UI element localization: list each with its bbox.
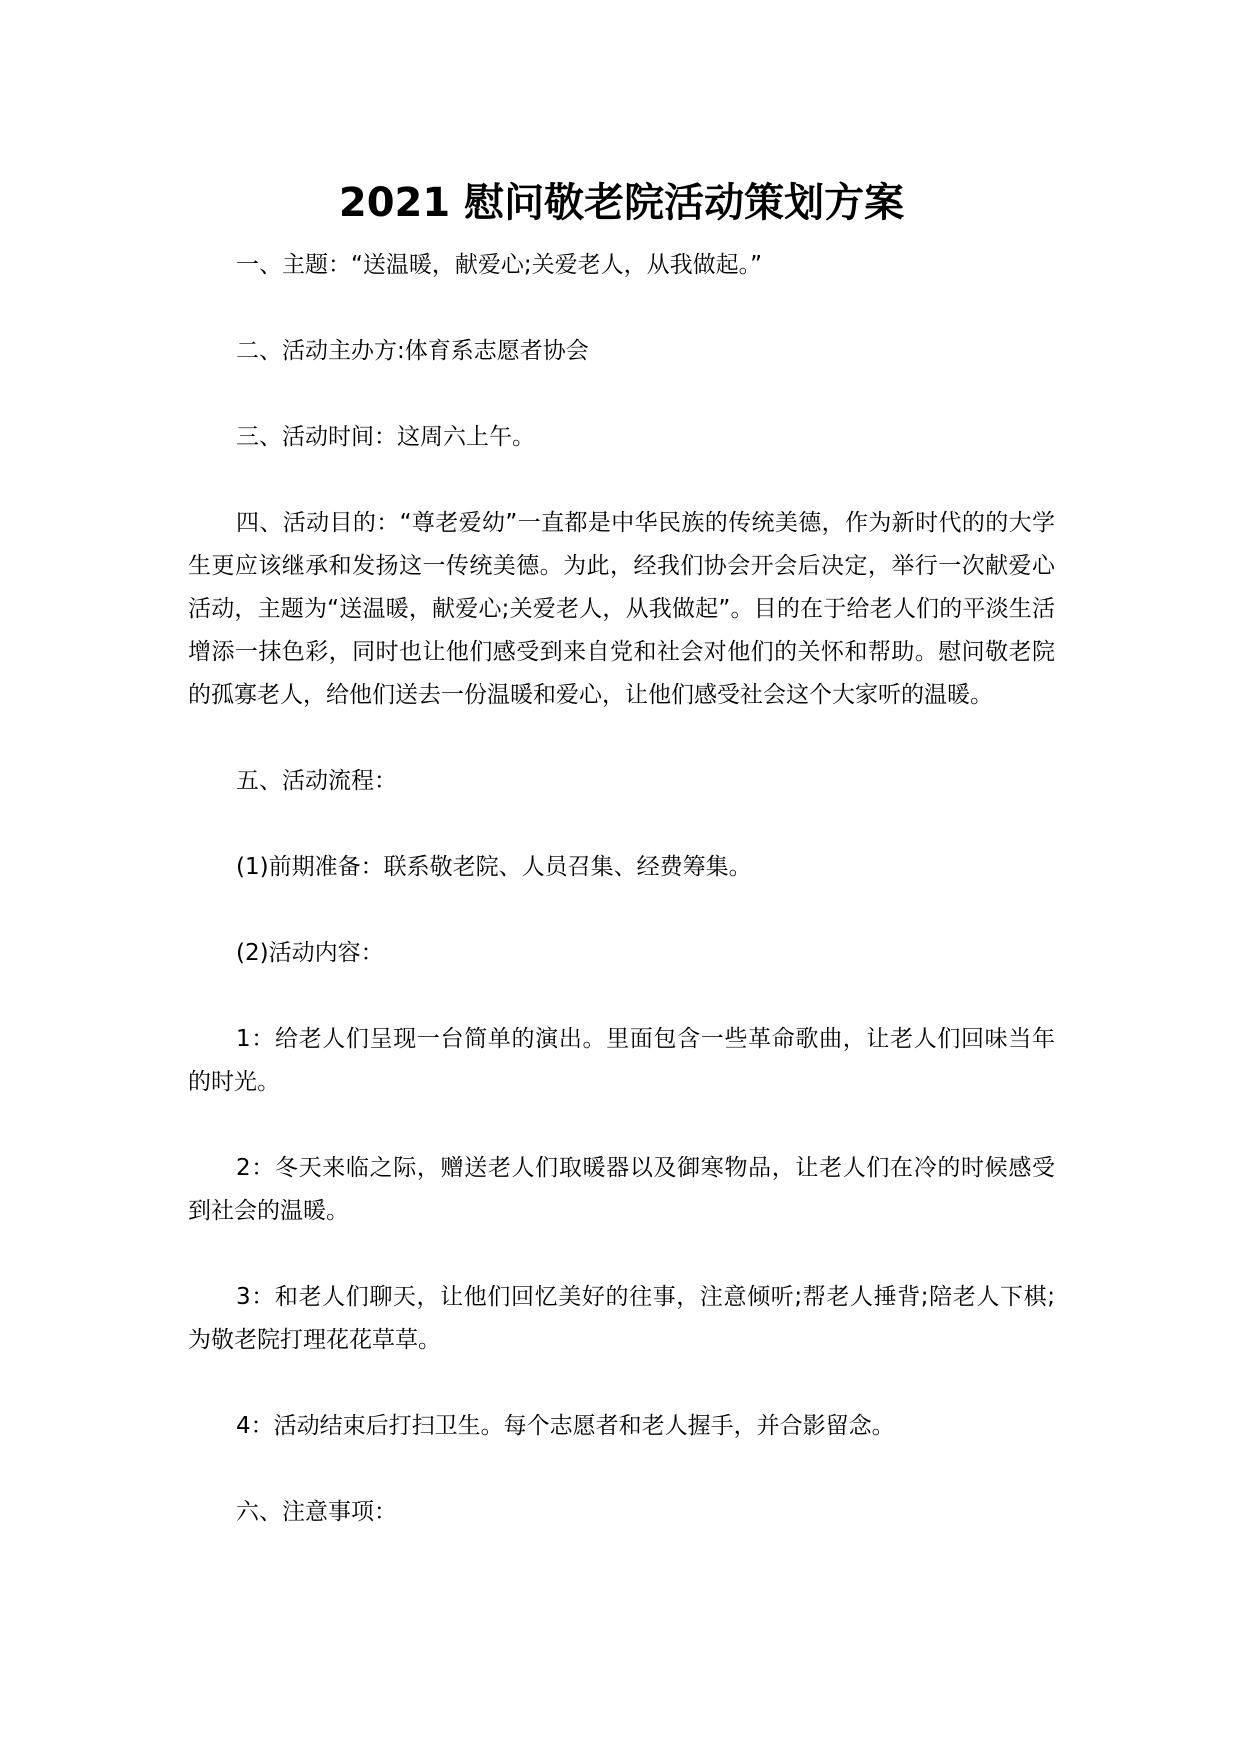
section-process: 五、活动流程： — [236, 768, 397, 794]
process-preparation: (1)前期准备：联系敬老院、人员召集、经费筹集。 — [236, 854, 752, 880]
document-title: 2021 慰问敬老院活动策划方案 — [338, 180, 905, 226]
content-item-3: 3：和老人们聊天，让他们回忆美好的往事，注意倾听;帮老人捶背;陪老人下棋;为敬老院打理花花草草。 — [188, 1284, 1055, 1353]
section-organizer: 二、活动主办方:体育系志愿者协会 — [236, 338, 589, 364]
content-item-4: 4：活动结束后打扫卫生。每个志愿者和老人握手，并合影留念。 — [236, 1413, 895, 1439]
section-purpose: 四、活动目的：“尊老爱幼”一直都是中华民族的传统美德，作为新时代的的大学生更应该继承和发扬这一传统美德。为此，经我们协会开会后决定，举行一次献爱心活动，主题为“送温暖，献爱心;关爱老人，从我做起”。目的在于给老人们的平淡生活增添一抹色彩，同时也让他们感受到来自党和社会对他们的关怀和帮助。慰问敬老院的孤寡老人，给他们送去一份温暖和爱心，让他们感受社会这个大家听的温暖。 — [188, 510, 1055, 708]
process-content: (2)活动内容： — [236, 940, 384, 966]
content-item-2: 2：冬天来临之际，赠送老人们取暖器以及御寒物品，让老人们在冷的时候感受到社会的温暖。 — [188, 1155, 1055, 1224]
section-theme: 一、主题：“送温暖，献爱心;关爱老人，从我做起。” — [236, 252, 763, 278]
section-notes: 六、注意事项： — [236, 1499, 397, 1525]
section-time: 三、活动时间：这周六上午。 — [236, 424, 535, 450]
content-item-1: 1：给老人们呈现一台简单的演出。里面包含一些革命歌曲，让老人们回味当年的时光。 — [188, 1026, 1055, 1095]
document-body — [188, 172, 1055, 1534]
